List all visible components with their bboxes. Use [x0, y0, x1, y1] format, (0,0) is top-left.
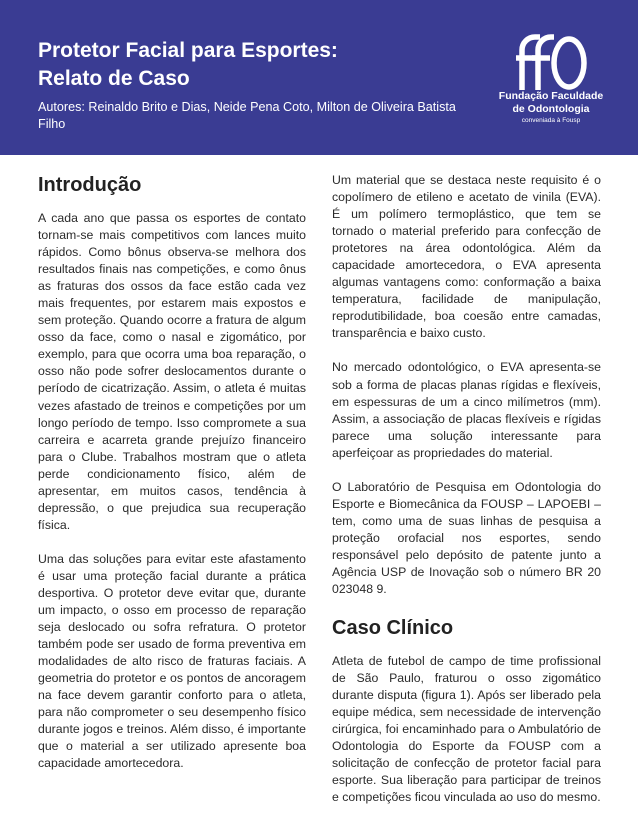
logo-tagline: conveniada à Fousp [521, 117, 581, 124]
left-column [38, 172, 306, 790]
lapoebi-paragraph: O Laboratório de Pesquisa em Odontologia do Esporte e Biomecânica da FOUSP – LAPOEBI – tem, como uma de suas linhas de pesquisa a proteção orofacial nos esportes, sendo responsável pelo depósito de patente junto a Agência USP de Inovação sob o número BR 20 023048 9. [332, 479, 601, 597]
header-banner [0, 0, 638, 155]
logo-name-line-1: Fundação Faculdade [498, 90, 604, 102]
ffo-logo [492, 30, 610, 125]
material-paragraph: Um material que se destaca neste requisito é o copolímero de etileno e acetato de vinila (EVA). É um polímero termoplástico, que tem se tornado o material preferido para confecção de protetores na área odontológica. Além da capacidade amortecedora, o EVA apresenta algumas vantagens como: conformação a baixa temperatura, facilidade de manipulação, reprodutibilidade, boa coesão entre camadas, transparência e baixo custo. [332, 173, 601, 341]
caso-clinico-heading: Caso Clínico [332, 617, 454, 640]
ffo-logo-mark [514, 30, 588, 90]
market-paragraph: No mercado odontológico, o EVA apresenta-se sob a forma de placas planas rígidas e flexíveis, em espessuras de um a cinco milímetros (mm). Assim, a associação de placas flexíveis e rígidas parece uma solução interessante para aperfeiçoar as propriedades do material. [332, 360, 601, 460]
intro-paragraph-2: Uma das soluções para evitar este afastamento é usar uma proteção facial durante a prática desportiva. O protetor deve evitar que, durante um impacto, o osso em processo de reparação seja deslocado ou sofra refratura. O protetor também pode ser usado de forma preventiva em modalidades de alto risco de fraturas faciais. A geometria do protetor e os pontos de ancoragem na face devem garantir conforto para o atleta, para não comprometer o seu desempenho físico durante jogos e treinos. Além disso, é importante que o material a ser utilizado apresente boa capacidade amortecedora. [38, 551, 306, 771]
authors-line: Autores: Reinaldo Brito e Dias, Neide Pena Coto, Milton de Oliveira Batista Filho [38, 100, 456, 131]
intro-paragraph-1: A cada ano que passa os esportes de contato tornam-se mais competitivos com lances muito rápidos. Como bônus observa-se melhora dos resultados finais nas competições, e como ônus as fraturas dos ossos da face estão cada vez mais frequentes, por estarem mais expostos e sem proteção. Quando ocorre a fratura de algum osso da face, como o nasal e zigomático, por exemplo, para que ocorra uma boa reparação, o osso não pode sofrer deslocamentos durante o período de cicatrização. Assim, o atleta é muitas vezes afastado de treinos e competições por um longo período de tempo. Isso compromete a sua carreira e acarreta grande prejuízo financeiro para o Clube. Trabalhos mostram que o atleta perde condicionamento físico, além de apresentar, em muitos casos, tendência à depressão, o que prejudica sua recuperação física. [38, 211, 306, 532]
title-line-1: Protetor Facial para Esportes: [38, 39, 338, 62]
introducao-heading: Introdução [38, 174, 142, 196]
logo-name-line-2: de Odontologia [512, 103, 590, 115]
page-title [38, 37, 478, 93]
caso-paragraph: Atleta de futebol de campo de time profissional de São Paulo, fraturou o osso zigomático durante disputa (figura 1). Após ser liberado pela equipe médica, sem necessidade de intervenção cirúrgica, foi encaminhado para o Ambulatório de Odontologia do Esporte da FOUSP com a solicitação de confecção de protetor facial para esporte. Sua liberação para participar de treinos e competições ficou vinculada ao uso do mesmo. [332, 654, 601, 805]
right-column [332, 172, 601, 824]
title-line-2: Relato de Caso [38, 67, 190, 90]
